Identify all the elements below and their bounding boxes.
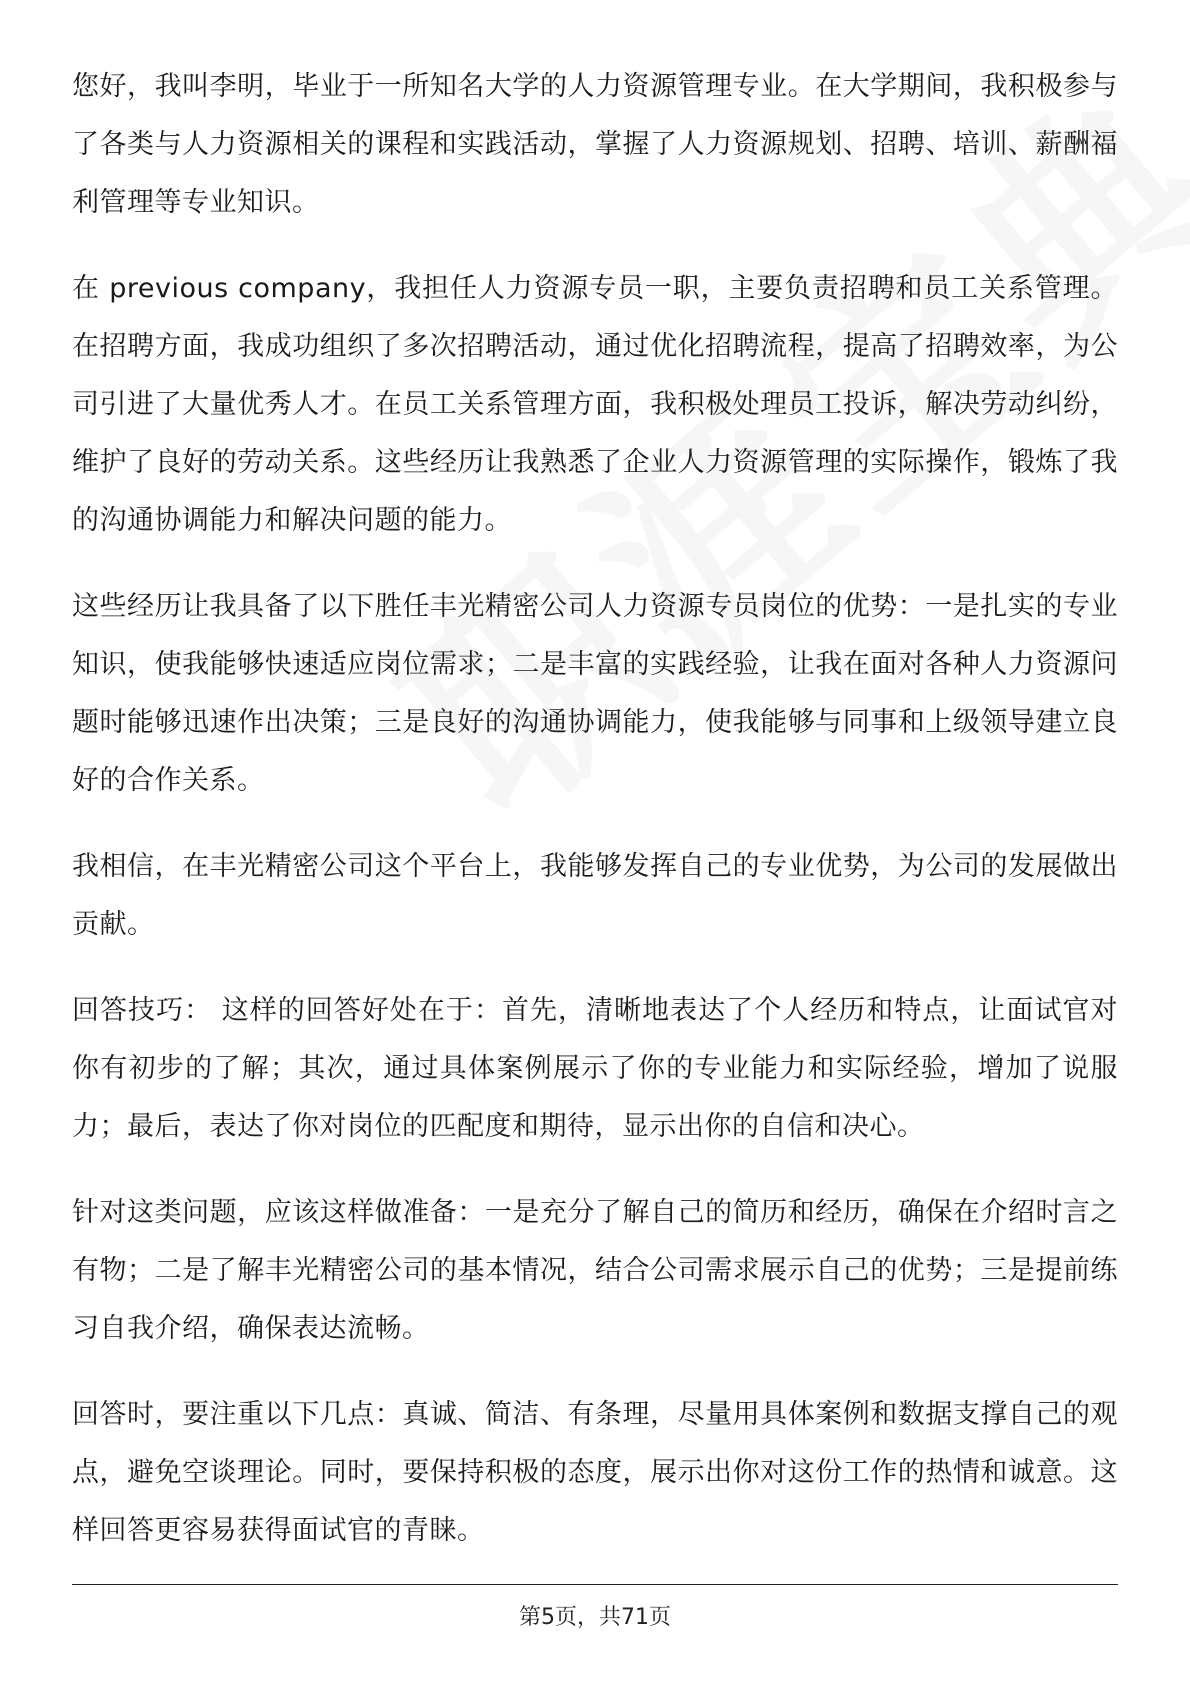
paragraph-advantages: 这些经历让我具备了以下胜任丰光精密公司人力资源专员岗位的优势：一是扎实的专业知识，使我能够快速适应岗位需求；二是丰富的实践经验，让我在面对各种人力资源问题时能够迅速作出决策；三是良好的沟通协调能力，使我能够与同事和上级领导建立良好的合作关系。 [72,591,1118,796]
paragraph-experience: 在 previous company，我担任人力资源专员一职，主要负责招聘和员工关系管理。在招聘方面，我成功组织了多次招聘活动，通过优化招聘流程，提高了招聘效率，为公司引进了大量优秀人才。在员工关系管理方面，我积极处理员工投诉，解决劳动纠纷，维护了良好的劳动关系。这些经历让我熟悉了企业人力资源管理的实际操作，锻炼了我的沟通协调能力和解决问题的能力。 [72,273,1118,536]
paragraph-intro: 您好，我叫李明，毕业于一所知名大学的人力资源管理专业。在大学期间，我积极参与了各类与人力资源相关的课程和实践活动，掌握了人力资源规划、招聘、培训、薪酬福利管理等专业知识。 [72,71,1118,218]
document-body [72,58,1118,1588]
paragraph-key-points: 回答时，要注重以下几点：真诚、简洁、有条理，尽量用具体案例和数据支撑自己的观点，避免空谈理论。同时，要保持积极的态度，展示出你对这份工作的热情和诚意。这样回答更容易获得面试官的青睐。 [72,1399,1118,1546]
paragraph-preparation: 针对这类问题，应该这样做准备：一是充分了解自己的简历和经历，确保在介绍时言之有物；二是了解丰光精密公司的基本情况，结合公司需求展示自己的优势；三是提前练习自我介绍，确保表达流畅。 [72,1197,1118,1344]
footer-divider [72,1584,1118,1585]
paragraph-answer-tips: 回答技巧： 这样的回答好处在于：首先，清晰地表达了个人经历和特点，让面试官对你有初步的了解；其次，通过具体案例展示了你的专业能力和实际经验，增加了说服力；最后，表达了你对岗位的匹配度和期待，显示出你的自信和决心。 [72,995,1118,1142]
page-number: 第5页，共71页 [519,1605,671,1630]
paragraph-belief: 我相信，在丰光精密公司这个平台上，我能够发挥自己的专业优势，为公司的发展做出贡献。 [72,851,1118,940]
